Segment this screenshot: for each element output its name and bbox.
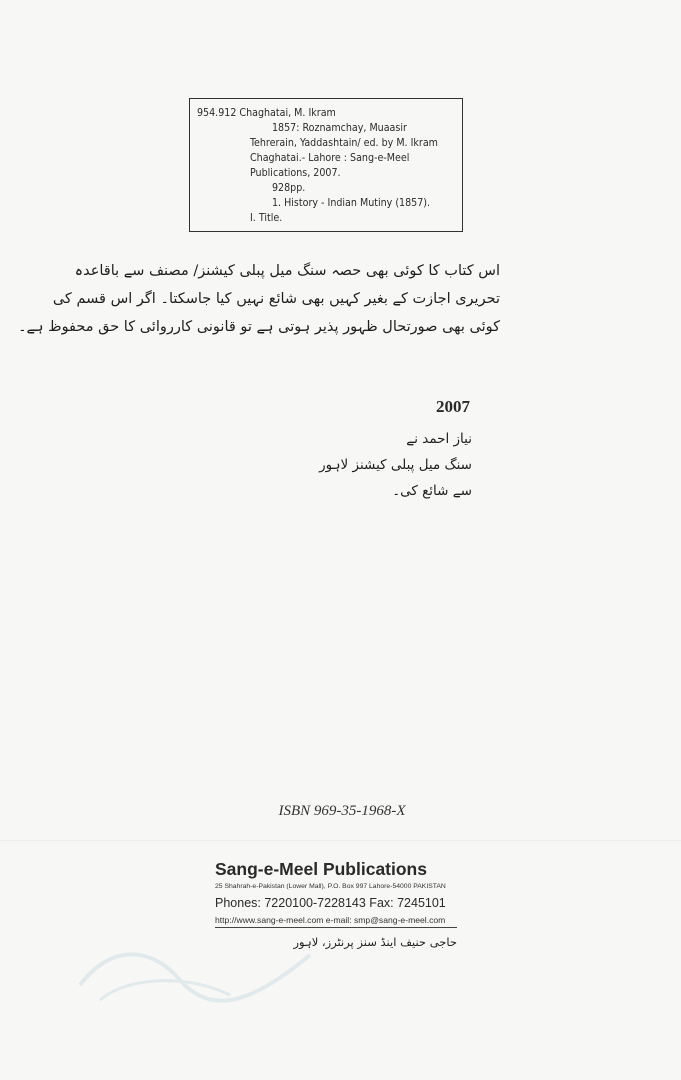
catalog-line: 954.912 Chaghatai, M. Ikram [197,107,336,119]
copyright-notice-line: اس کتاب کا کوئی بھی حصہ سنگ میل پبلی کیشنز/ مصنف سے باقاعدہ [74,263,500,279]
copyright-notice-line: کوئی بھی صورتحال ظہور پذیر ہوتی ہے تو قانونی کارروائی کا حق محفوظ ہے۔ [18,319,500,335]
copyright-notice-line: تحریری اجازت کے بغیر کہیں بھی شائع نہیں کیا جاسکتا۔ اگر اس قسم کی [52,291,500,307]
publisher-phones: Phones: 7220100-7228143 Fax: 7245101 [215,896,446,910]
catalog-line: Publications, 2007. [250,167,341,179]
watermark-logo [70,925,330,1015]
publisher-address: 25 Shahrah-e-Pakistan (Lower Mall), P.O. Box 997 Lahore-54000 PAKISTAN [215,883,446,890]
publisher-name: Sang-e-Meel Publications [215,859,427,879]
publisher-urdu-line: سے شائع کی۔ [392,483,472,499]
publication-year: 2007 [436,397,470,416]
catalog-line: 1. History - Indian Mutiny (1857). [272,197,431,209]
publisher-urdu-line: نیاز احمد نے [406,431,472,447]
isbn: ISBN 969-35-1968-X [278,803,406,819]
printer-urdu: حاجی حنیف اینڈ سنز پرنٹرز، لاہور [293,935,457,949]
catalog-line: 928pp. [272,182,306,194]
divider [0,840,681,841]
catalog-line: Chaghatai.- Lahore : Sang-e-Meel [250,152,410,164]
catalog-card [189,98,463,232]
catalog-line: Tehrerain, Yaddashtain/ ed. by M. Ikram [250,137,438,149]
catalog-line: I. Title. [250,212,283,224]
publisher-urdu-line: سنگ میل پبلی کیشنز لاہور [319,457,472,473]
catalog-line: 1857: Roznamchay, Muaasir [272,122,407,134]
publisher-web-email: http://www.sang-e-meel.com e-mail: smp@sang-e-meel.com [215,915,446,925]
